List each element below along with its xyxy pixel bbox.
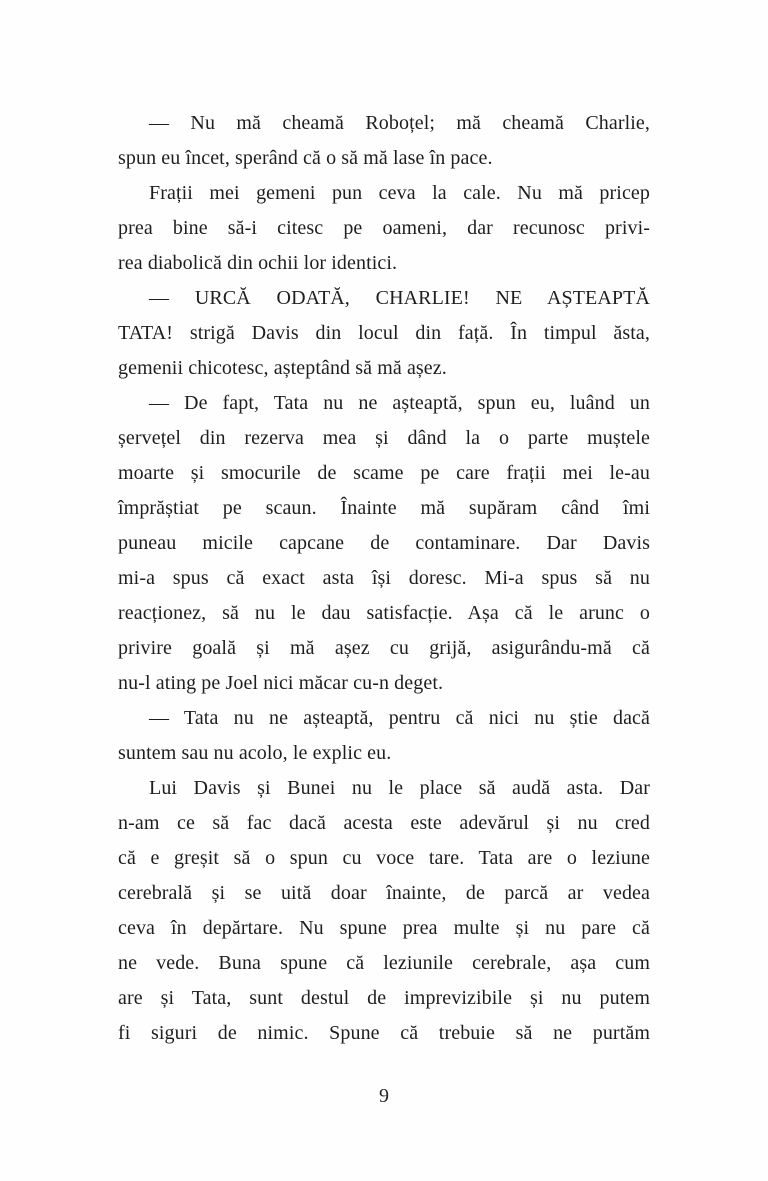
text-line: spun eu încet, sperând că o să mă lase în pace. bbox=[118, 147, 493, 169]
text-line: împrăștiat pe scaun. Înainte mă supăram când îmi bbox=[118, 497, 650, 519]
paragraph bbox=[118, 386, 650, 701]
paragraph bbox=[118, 281, 650, 386]
text-line: puneau micile capcane de contaminare. Dar Davis bbox=[118, 532, 650, 554]
body-text bbox=[118, 106, 650, 1051]
text-line: Lui Davis și Bunei nu le place să audă asta. Dar bbox=[149, 777, 650, 799]
text-line: suntem sau nu acolo, le explic eu. bbox=[118, 742, 392, 764]
text-line: — Nu mă cheamă Roboțel; mă cheamă Charlie, bbox=[149, 112, 650, 134]
text-line: cerebrală și se uită doar înainte, de parcă ar vedea bbox=[118, 882, 650, 904]
text-line: nu-l ating pe Joel nici măcar cu-n deget. bbox=[118, 672, 444, 694]
paragraph bbox=[118, 701, 650, 771]
text-line: că e greșit să o spun cu voce tare. Tata are o leziune bbox=[118, 847, 650, 869]
text-line: șervețel din rezerva mea și dând la o parte muștele bbox=[118, 427, 650, 449]
text-line: moarte și smocurile de scame pe care frații mei le-au bbox=[118, 462, 650, 484]
text-line: — Tata nu ne așteaptă, pentru că nici nu știe dacă bbox=[149, 707, 650, 729]
paragraph bbox=[118, 106, 650, 176]
text-line: — De fapt, Tata nu ne așteaptă, spun eu, luând un bbox=[149, 392, 650, 414]
text-line: mi-a spus că exact asta își doresc. Mi-a spus să nu bbox=[118, 567, 650, 589]
text-line: rea diabolică din ochii lor identici. bbox=[118, 252, 398, 274]
paragraph bbox=[118, 176, 650, 281]
text-line: — URCĂ ODATĂ, CHARLIE! NE AȘTEAPTĂ bbox=[149, 287, 650, 309]
text-line: privire goală și mă așez cu grijă, asigurându-mă că bbox=[118, 637, 650, 659]
text-line: reacționez, să nu le dau satisfacție. Așa că le arunc o bbox=[118, 602, 650, 624]
page-number: 9 bbox=[379, 1085, 389, 1107]
paragraph bbox=[118, 771, 650, 1051]
text-line: n-am ce să fac dacă acesta este adevărul și nu cred bbox=[118, 812, 650, 834]
text-line: ceva în depărtare. Nu spune prea multe și nu pare că bbox=[118, 917, 650, 939]
text-line: prea bine să-i citesc pe oameni, dar recunosc privi- bbox=[118, 217, 650, 239]
text-line: are și Tata, sunt destul de imprevizibile și nu putem bbox=[118, 987, 650, 1009]
text-line: ne vede. Buna spune că leziunile cerebrale, așa cum bbox=[118, 952, 650, 974]
text-line: TATA! strigă Davis din locul din față. În timpul ăsta, bbox=[118, 322, 650, 344]
text-line: Frații mei gemeni pun ceva la cale. Nu mă pricep bbox=[149, 182, 650, 204]
text-line: gemenii chicotesc, așteptând să mă așez. bbox=[118, 357, 447, 379]
text-line: fi siguri de nimic. Spune că trebuie să ne purtăm bbox=[118, 1022, 650, 1044]
